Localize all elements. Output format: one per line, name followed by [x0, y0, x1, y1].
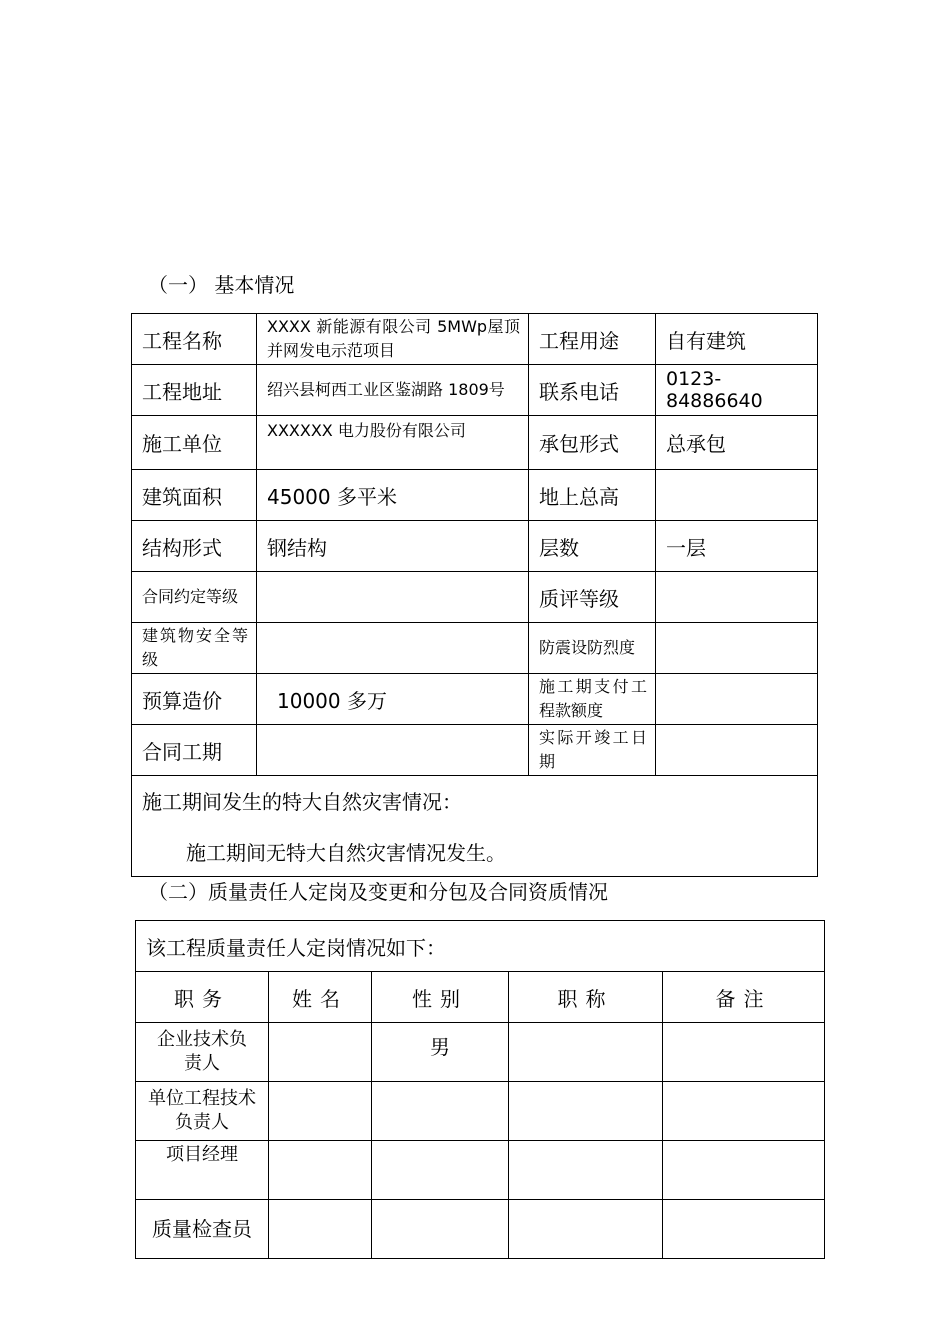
- actual-dates-label: 实际开竣工日期: [529, 725, 656, 776]
- contract-type-label: 承包形式: [529, 416, 656, 470]
- payment-value: [656, 674, 818, 725]
- role-cell: 单位工程技术负责人: [136, 1082, 269, 1141]
- table-row: [136, 1141, 825, 1200]
- phone-label: 联系电话: [529, 365, 656, 416]
- title-cell: [509, 1141, 663, 1200]
- gender-cell: [372, 1141, 509, 1200]
- table-row: [132, 470, 818, 521]
- gender-cell: [372, 1082, 509, 1141]
- table-row: [132, 416, 818, 470]
- contractor-value: XXXXXX 电力股份有限公司: [257, 416, 529, 470]
- structure-label: 结构形式: [132, 521, 257, 572]
- seismic-label: 防震设防烈度: [529, 623, 656, 674]
- quality-grade-value: [656, 572, 818, 623]
- safety-grade-value: [257, 623, 529, 674]
- name-cell: [269, 1200, 372, 1259]
- column-header-position: 职务: [136, 972, 269, 1023]
- contract-grade-label: 合同约定等级: [132, 572, 257, 623]
- contractor-label: 施工单位: [132, 416, 257, 470]
- contract-type-value: 总承包: [656, 416, 818, 470]
- title-cell: [509, 1023, 663, 1082]
- project-name-value: XXXX 新能源有限公司 5MWp屋顶并网发电示范项目: [257, 314, 529, 365]
- role-cell: 企业技术负责人: [136, 1023, 269, 1082]
- budget-label: 预算造价: [132, 674, 257, 725]
- project-name-label: 工程名称: [132, 314, 257, 365]
- note-cell: [663, 1200, 825, 1259]
- disaster-label: 施工期间发生的特大自然灾害情况：: [142, 790, 462, 814]
- section-1-heading: （一） 基本情况: [148, 273, 295, 297]
- project-use-label: 工程用途: [529, 314, 656, 365]
- safety-grade-label: 建筑物安全等级: [132, 623, 257, 674]
- table-row: [132, 776, 818, 877]
- total-height-label: 地上总高: [529, 470, 656, 521]
- note-cell: [663, 1082, 825, 1141]
- table-row: [132, 623, 818, 674]
- gender-cell: [372, 1200, 509, 1259]
- role-cell: 质量检查员: [136, 1200, 269, 1259]
- name-cell: [269, 1141, 372, 1200]
- disaster-cell: [132, 776, 818, 877]
- table-row: [136, 1200, 825, 1259]
- project-address-value: 绍兴县柯西工业区鉴湖路 1809号: [257, 365, 529, 416]
- note-cell: [663, 1141, 825, 1200]
- table-row: [136, 921, 825, 972]
- seismic-value: [656, 623, 818, 674]
- floors-value: 一层: [656, 521, 818, 572]
- contract-grade-value: [257, 572, 529, 623]
- table-row: [132, 674, 818, 725]
- basic-info-table: [131, 313, 818, 877]
- table-row: [136, 1023, 825, 1082]
- staff-table-header: 该工程质量责任人定岗情况如下：: [136, 921, 825, 972]
- building-area-value: 45000 多平米: [257, 470, 529, 521]
- structure-value: 钢结构: [257, 521, 529, 572]
- phone-value: 0123-84886640: [656, 365, 818, 416]
- project-address-label: 工程地址: [132, 365, 257, 416]
- table-row: [132, 365, 818, 416]
- contract-period-label: 合同工期: [132, 725, 257, 776]
- name-cell: [269, 1082, 372, 1141]
- contract-period-value: [257, 725, 529, 776]
- column-header-title: 职称: [509, 972, 663, 1023]
- budget-value: 10000 多万: [257, 674, 529, 725]
- table-row: [132, 725, 818, 776]
- name-cell: [269, 1023, 372, 1082]
- project-use-value: 自有建筑: [656, 314, 818, 365]
- total-height-value: [656, 470, 818, 521]
- title-cell: [509, 1200, 663, 1259]
- table-row: [132, 572, 818, 623]
- table-row: [132, 521, 818, 572]
- column-header-note: 备注: [663, 972, 825, 1023]
- payment-label: 施工期支付工程款额度: [529, 674, 656, 725]
- note-cell: [663, 1023, 825, 1082]
- actual-dates-value: [656, 725, 818, 776]
- title-cell: [509, 1082, 663, 1141]
- quality-grade-label: 质评等级: [529, 572, 656, 623]
- quality-staff-table: [135, 920, 825, 1259]
- gender-cell: 男: [372, 1023, 509, 1082]
- column-header-name: 姓名: [269, 972, 372, 1023]
- column-header-gender: 性别: [372, 972, 509, 1023]
- table-row: [132, 314, 818, 365]
- floors-label: 层数: [529, 521, 656, 572]
- table-row: [136, 972, 825, 1023]
- section-2-heading: （二）质量责任人定岗及变更和分包及合同资质情况: [148, 880, 608, 904]
- building-area-label: 建筑面积: [132, 470, 257, 521]
- role-cell: 项目经理: [136, 1141, 269, 1200]
- table-row: [136, 1082, 825, 1141]
- disaster-text: 施工期间无特大自然灾害情况发生。: [186, 841, 506, 865]
